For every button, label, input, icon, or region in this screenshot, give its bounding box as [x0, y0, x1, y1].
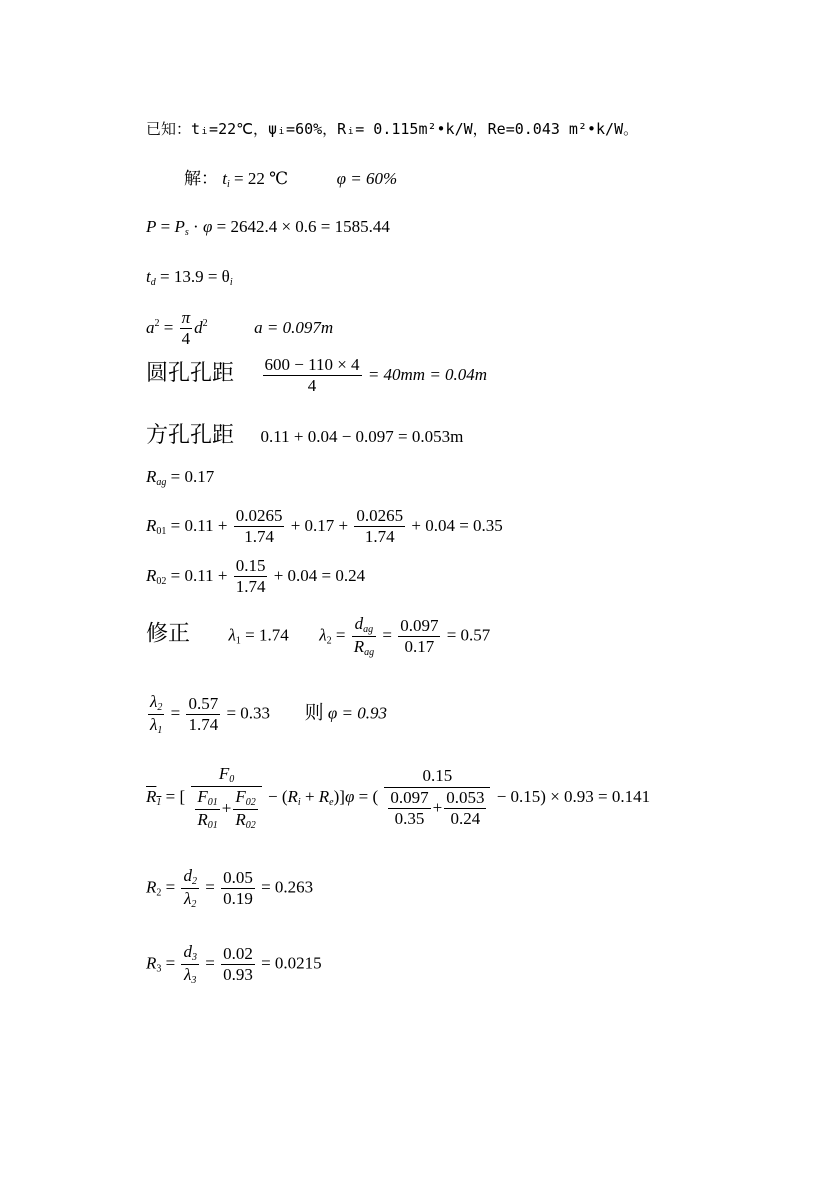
ratio-den: 1.74: [188, 715, 219, 734]
rag-value: = 0.17: [170, 467, 215, 486]
solution-line: [184, 170, 397, 190]
ratio-num: 0.57: [186, 694, 220, 715]
ti-value: = 22 ℃: [234, 169, 289, 188]
r3-num: 0.02: [221, 944, 255, 965]
r01-part-a: = 0.11 +: [170, 515, 228, 535]
correction-label: 修正: [146, 621, 191, 647]
r01-part-c: + 0.04 = 0.35: [411, 515, 503, 535]
dewpoint-line: $t_d = 13.9 = \theta_i$: [146, 267, 233, 288]
ratio-line: $\frac{\lambda_2}{\lambda_1}$ = $\frac{0.57}{1.74}$ = 0.33 则 φ = 0.93: [150, 692, 387, 736]
r1-line: $R_1$ = [ $F_0$ $\frac{F_{01}}{R_{01}}$ + $\frac{F_{02}}{R_{02}}$ − $(R_i + R_e)]\varphi$ = ( 0.15 $\frac{0.097}{0.35}$ + $\frac{0.053}{0.24}$ − 0.15) × 0.93 = 0.141: [146, 764, 651, 831]
lambda1-value: = 1.74: [245, 625, 289, 645]
r02-num: 0.15: [234, 556, 268, 577]
square-expr: 0.11 + 0.04 − 0.097 = 0.053m: [260, 427, 464, 446]
r3-den: 0.93: [223, 965, 253, 984]
r1-tail: − 0.15) × 0.93 = 0.141: [496, 786, 651, 806]
solution-label: 解：: [184, 169, 218, 189]
r2-den: 0.19: [223, 889, 253, 908]
r01-line: $R_{01} = 0.11$ + $\frac{0.0265}{1.74}$ + 0.17 + $\frac{0.0265}{1.74}$ + 0.04 = 0.35: [146, 506, 503, 547]
r01-num-2: 0.0265: [354, 506, 405, 527]
then-label: 则: [304, 701, 324, 724]
phi-result: φ = 0.93: [327, 703, 387, 723]
square-hole-line: [146, 418, 463, 449]
r02-part-b: + 0.04 = 0.24: [273, 565, 366, 585]
pressure-value: = 2642.4 × 0.6 = 1585.44: [216, 217, 390, 236]
dewpoint-value: = 13.9 = θ: [159, 267, 230, 286]
lambda2-num: 0.097: [398, 616, 440, 637]
r01-den-2: 1.74: [364, 527, 395, 547]
ti-symbol: $t_i$: [222, 169, 230, 190]
r02-den: 1.74: [235, 577, 266, 597]
r01-part-b: + 0.17 +: [290, 515, 349, 535]
r1-d2-num: 0.053: [444, 788, 486, 809]
given-text: 已知：tᵢ=22℃，ψᵢ=60%，Rᵢ= 0.115m²•k/W，Re=0.043 m²•k/W。: [146, 120, 639, 138]
pressure-line: $P = P_s \cdot \varphi = 2642.4 \times 0.6 = 1585.44$: [146, 217, 390, 238]
round-hole-label: 圆孔孔距: [146, 360, 235, 386]
ratio-result: = 0.33: [226, 703, 271, 723]
area-line: $a^2$ = $\frac{\pi}{4}$ $d^2$ a = 0.097m: [146, 308, 334, 349]
r02-line: $R_{02} = 0.11$ + $\frac{0.15}{1.74}$ + 0.04 = 0.24: [146, 556, 366, 597]
r2-num: 0.05: [221, 868, 255, 889]
r02-part-a: = 0.11 +: [170, 565, 228, 585]
rag-line: $R_{ag} = 0.17$: [146, 467, 215, 488]
lambda2-den: 0.17: [404, 637, 435, 656]
square-hole-label: 方孔孔距: [146, 423, 235, 448]
r2-result: = 0.263: [261, 877, 314, 897]
r2-line: $R_2$ = $\frac{d_2}{\lambda_2}$ = $\frac{0.05}{0.19}$ = 0.263: [146, 866, 314, 910]
r1-d1-den: 0.35: [394, 809, 425, 829]
r01-num: 0.0265: [234, 506, 285, 527]
r01-den: 1.74: [244, 527, 274, 547]
round-denominator: 4: [307, 376, 317, 396]
correction-line: 修正 $\lambda_1 = 1.74$ $\lambda_2$ = $\frac{d_{ag}}{R_{ag}}$ = $\frac{0.097}{0.17}$ = 0.57: [146, 614, 491, 658]
a-value: a = 0.097m: [254, 317, 334, 337]
r1-d2-den: 0.24: [450, 809, 481, 829]
round-hole-line: [146, 355, 487, 397]
r1-d1-num: 0.097: [388, 788, 430, 809]
r3-result: = 0.0215: [261, 953, 322, 973]
lambda2-result: = 0.57: [446, 625, 491, 645]
round-numerator: 600 − 110 × 4: [263, 355, 362, 376]
phi-value: φ = 60%: [336, 169, 398, 188]
round-result: = 40mm = 0.04m: [367, 364, 488, 384]
r1-num: 0.15: [384, 766, 490, 787]
r3-line: $R_3$ = $\frac{d_3}{\lambda_3}$ = $\frac{0.02}{0.93}$ = 0.0215: [146, 942, 322, 986]
